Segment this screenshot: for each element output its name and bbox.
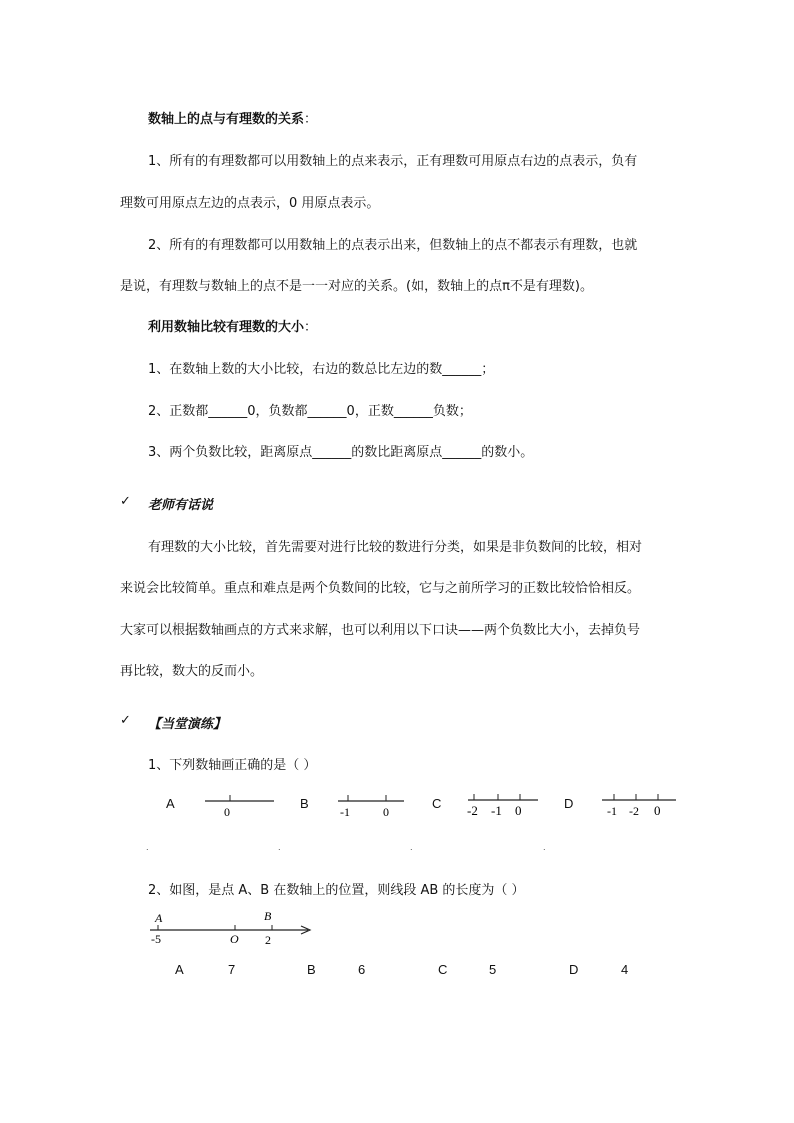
q2-option-a-value: 7 [228, 962, 236, 977]
q2-option-c-letter: C [438, 962, 448, 977]
tick-label-minus-1: -1 [340, 805, 350, 819]
teacher-line-2: 来说会比较简单。重点和难点是两个负数间的比较，它与之前所学习的正数比较恰恰相反。 [120, 581, 641, 596]
heading-colon: ： [304, 320, 318, 335]
heading-colon: ： [304, 112, 318, 127]
teacher-line-3: 大家可以根据数轴画点的方式来求解，也可以利用以下口诀——两个负数比大小，去掉负号 [120, 623, 641, 638]
paragraph-2-line-1: 2、所有的有理数都可以用数轴上的点表示出来，但数轴上的点不都表示有理数，也就 [148, 238, 638, 253]
question-2: 2、如图，是点 A、B 在数轴上的位置，则线段 AB 的长度为（ ） [148, 883, 525, 898]
teacher-line-4: 再比较，数大的反而小。 [120, 664, 264, 679]
q1-option-c-label: C [432, 796, 442, 811]
tick-label-0: 0 [515, 803, 522, 818]
point-b-label: B [264, 909, 272, 923]
question-1: 1、下列数轴画正确的是（ ） [148, 758, 317, 773]
tick-label-minus-1: -1 [491, 803, 502, 818]
q2-option-c-value: 5 [489, 962, 497, 977]
q1-option-b-label: B [300, 796, 309, 811]
q1-option-b-number-line [334, 790, 410, 822]
q1-option-a-number-line [200, 790, 280, 822]
q1-option-c-number-line [464, 790, 544, 822]
q2-option-b-letter: B [307, 962, 316, 977]
section-heading-compare-rationals [148, 316, 317, 335]
paragraph-2-line-2: 是说，有理数与数轴上的点不是一一对应的关系。(如，数轴上的点π不是有理数)。 [120, 279, 593, 294]
q1-option-a-label: A [166, 796, 175, 811]
fill-blank-item-3: 3、两个负数比较，距离原点______的数比距离原点______的数小。 [148, 445, 534, 460]
teacher-line-1: 有理数的大小比较，首先需要对进行比较的数进行分类，如果是非负数间的比较，相对 [148, 540, 643, 555]
value-label-a: -5 [151, 932, 161, 946]
practice-heading: 【当堂演练】 [148, 717, 227, 732]
section-heading-points-and-rationals [148, 108, 317, 127]
stray-dot: . [146, 843, 149, 852]
q2-number-line-figure [146, 906, 321, 950]
q1-option-d-number-line [598, 790, 680, 822]
origin-label: O [230, 932, 239, 946]
fill-blank-item-2: 2、正数都______0，负数都______0，正数______负数； [148, 404, 472, 419]
q2-option-d-letter: D [569, 962, 579, 977]
tick-label-minus-1: -1 [607, 804, 617, 818]
check-mark-icon: ✓ [120, 713, 131, 728]
paragraph-1-line-1: 1、所有的有理数都可以用数轴上的点来表示，正有理数可用原点右边的点表示，负有 [148, 154, 638, 169]
tick-label-minus-2: -2 [467, 803, 478, 818]
stray-dot: . [410, 843, 413, 852]
tick-label-0: 0 [383, 805, 389, 819]
paragraph-1-line-2: 理数可用原点左边的点表示，0 用原点表示。 [120, 196, 380, 211]
heading-text: 利用数轴比较有理数的大小 [148, 320, 305, 335]
tick-label-0: 0 [654, 803, 661, 818]
tick-label-0: 0 [224, 805, 230, 819]
point-a-label: A [155, 911, 163, 925]
q2-option-d-value: 4 [621, 962, 629, 977]
heading-text: 数轴上的点与有理数的关系 [148, 112, 305, 127]
teacher-says-heading: 老师有话说 [148, 498, 214, 513]
tick-label-minus-2: -2 [629, 804, 639, 818]
fill-blank-item-1: 1、在数轴上数的大小比较，右边的数总比左边的数______； [148, 362, 495, 377]
check-mark-icon: ✓ [120, 494, 131, 509]
stray-dot: . [543, 843, 546, 852]
q2-option-b-value: 6 [358, 962, 366, 977]
value-label-b: 2 [265, 933, 271, 947]
q2-option-a-letter: A [175, 962, 184, 977]
stray-dot: . [278, 843, 281, 852]
q1-option-d-label: D [564, 796, 574, 811]
